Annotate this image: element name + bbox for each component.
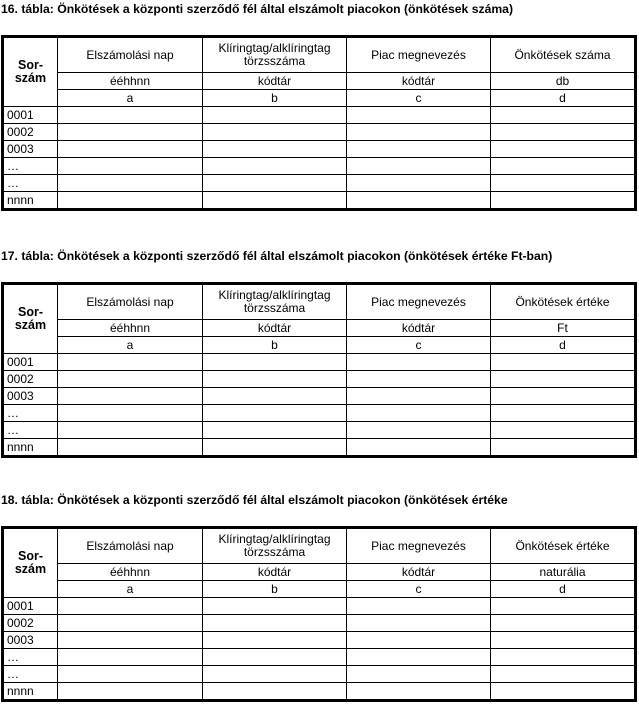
- empty-cell[interactable]: [203, 107, 347, 124]
- empty-cell[interactable]: [347, 405, 491, 422]
- empty-cell[interactable]: [491, 388, 636, 405]
- empty-cell[interactable]: [347, 388, 491, 405]
- table-row: [3, 615, 636, 632]
- empty-cell[interactable]: [347, 683, 491, 701]
- table-row: [3, 683, 636, 701]
- empty-cell[interactable]: [203, 649, 347, 666]
- data-table: [1, 282, 637, 458]
- row-number-header-text: Sor- szám: [14, 58, 47, 85]
- empty-cell[interactable]: [347, 598, 491, 615]
- empty-cell[interactable]: [491, 354, 636, 371]
- empty-cell[interactable]: [203, 192, 347, 210]
- column-header: Elszámolási nap: [58, 37, 203, 73]
- row-number: …: [3, 158, 58, 175]
- empty-cell[interactable]: [203, 683, 347, 701]
- column-letter: b: [203, 581, 347, 598]
- column-header: Önkötések értéke: [491, 528, 636, 564]
- row-number-header: [3, 37, 58, 107]
- table-row: [3, 598, 636, 615]
- empty-cell[interactable]: [58, 107, 203, 124]
- empty-cell[interactable]: [491, 598, 636, 615]
- empty-cell[interactable]: [203, 354, 347, 371]
- table-row: [3, 107, 636, 124]
- column-header: Elszámolási nap: [58, 284, 203, 320]
- empty-cell[interactable]: [58, 371, 203, 388]
- column-unit: kódtár: [203, 564, 347, 581]
- row-number: 0001: [3, 598, 58, 615]
- row-number-header-text: Sor- szám: [14, 305, 47, 332]
- table-title: 16. tábla: Önkötések a központi szerződő fél által elszámolt piacokon (önkötések száma): [1, 2, 514, 16]
- table-row: [3, 649, 636, 666]
- row-number: …: [3, 666, 58, 683]
- column-unit: ééhhnn: [58, 564, 203, 581]
- row-number-header: [3, 284, 58, 354]
- table-row: [3, 175, 636, 192]
- column-unit: kódtár: [203, 73, 347, 90]
- empty-cell[interactable]: [58, 439, 203, 457]
- row-number: 0002: [3, 371, 58, 388]
- column-unit: naturália: [491, 564, 636, 581]
- empty-cell[interactable]: [491, 439, 636, 457]
- empty-cell[interactable]: [203, 598, 347, 615]
- column-unit: db: [491, 73, 636, 90]
- row-number: …: [3, 422, 58, 439]
- empty-cell[interactable]: [491, 107, 636, 124]
- empty-cell[interactable]: [203, 141, 347, 158]
- empty-cell[interactable]: [58, 141, 203, 158]
- empty-cell[interactable]: [58, 192, 203, 210]
- column-unit: ééhhnn: [58, 320, 203, 337]
- row-number: 0003: [3, 141, 58, 158]
- empty-cell[interactable]: [491, 422, 636, 439]
- empty-cell[interactable]: [491, 124, 636, 141]
- row-number: nnnn: [3, 439, 58, 457]
- column-letter: a: [58, 337, 203, 354]
- column-letter: a: [58, 581, 203, 598]
- empty-cell[interactable]: [347, 158, 491, 175]
- empty-cell[interactable]: [347, 422, 491, 439]
- empty-cell[interactable]: [203, 405, 347, 422]
- row-number-header: [3, 528, 58, 598]
- empty-cell[interactable]: [347, 666, 491, 683]
- empty-cell[interactable]: [347, 141, 491, 158]
- table-row: [3, 124, 636, 141]
- empty-cell[interactable]: [203, 439, 347, 457]
- empty-cell[interactable]: [347, 175, 491, 192]
- empty-cell[interactable]: [491, 175, 636, 192]
- empty-cell[interactable]: [203, 615, 347, 632]
- table-row: [3, 666, 636, 683]
- empty-cell[interactable]: [203, 666, 347, 683]
- empty-cell[interactable]: [58, 666, 203, 683]
- column-letter: c: [347, 581, 491, 598]
- empty-cell[interactable]: [347, 354, 491, 371]
- column-letter: d: [491, 581, 636, 598]
- empty-cell[interactable]: [347, 615, 491, 632]
- column-unit: kódtár: [203, 320, 347, 337]
- empty-cell[interactable]: [58, 649, 203, 666]
- row-number: 0001: [3, 107, 58, 124]
- empty-cell[interactable]: [203, 371, 347, 388]
- empty-cell[interactable]: [58, 124, 203, 141]
- empty-cell[interactable]: [58, 615, 203, 632]
- empty-cell[interactable]: [58, 175, 203, 192]
- empty-cell[interactable]: [491, 632, 636, 649]
- column-letter: c: [347, 337, 491, 354]
- empty-cell[interactable]: [58, 632, 203, 649]
- empty-cell[interactable]: [347, 124, 491, 141]
- empty-cell[interactable]: [491, 405, 636, 422]
- empty-cell[interactable]: [347, 439, 491, 457]
- empty-cell[interactable]: [58, 158, 203, 175]
- table-row: [3, 354, 636, 371]
- column-unit: kódtár: [347, 564, 491, 581]
- empty-cell[interactable]: [491, 192, 636, 210]
- column-header: Piac megnevezés: [347, 37, 491, 73]
- column-letter: d: [491, 337, 636, 354]
- empty-cell[interactable]: [58, 354, 203, 371]
- column-header: Önkötések értéke: [491, 284, 636, 320]
- row-number: 0003: [3, 632, 58, 649]
- table-row: [3, 141, 636, 158]
- row-number: 0002: [3, 615, 58, 632]
- column-unit: ééhhnn: [58, 73, 203, 90]
- empty-cell[interactable]: [58, 405, 203, 422]
- empty-cell[interactable]: [491, 615, 636, 632]
- empty-cell[interactable]: [58, 388, 203, 405]
- empty-cell[interactable]: [491, 141, 636, 158]
- row-number: …: [3, 405, 58, 422]
- empty-cell[interactable]: [347, 107, 491, 124]
- table-row: [3, 439, 636, 457]
- column-header: Elszámolási nap: [58, 528, 203, 564]
- column-unit: kódtár: [347, 320, 491, 337]
- empty-cell[interactable]: [491, 666, 636, 683]
- empty-cell[interactable]: [203, 632, 347, 649]
- row-number: …: [3, 649, 58, 666]
- empty-cell[interactable]: [58, 683, 203, 701]
- column-header: Önkötések száma: [491, 37, 636, 73]
- table-row: [3, 371, 636, 388]
- empty-cell[interactable]: [491, 371, 636, 388]
- column-header: Piac megnevezés: [347, 284, 491, 320]
- column-header: Klíringtag/alklíringtag törzsszáma: [203, 284, 347, 320]
- empty-cell[interactable]: [203, 158, 347, 175]
- column-letter: b: [203, 337, 347, 354]
- table-row: [3, 388, 636, 405]
- row-number: nnnn: [3, 192, 58, 210]
- row-number: nnnn: [3, 683, 58, 701]
- empty-cell[interactable]: [347, 649, 491, 666]
- table-row: [3, 192, 636, 210]
- table-row: [3, 158, 636, 175]
- table-title: 17. tábla: Önkötések a központi szerződő fél által elszámolt piacokon (önkötések értéke Ft-ban): [1, 249, 553, 263]
- empty-cell[interactable]: [203, 422, 347, 439]
- table-row: [3, 422, 636, 439]
- empty-cell[interactable]: [203, 388, 347, 405]
- column-header: Klíringtag/alklíringtag törzsszáma: [203, 528, 347, 564]
- row-number: …: [3, 175, 58, 192]
- row-number-header-text: Sor- szám: [14, 549, 47, 576]
- column-unit: Ft: [491, 320, 636, 337]
- table-row: [3, 632, 636, 649]
- empty-cell[interactable]: [58, 598, 203, 615]
- column-letter: c: [347, 90, 491, 107]
- column-header: Piac megnevezés: [347, 528, 491, 564]
- empty-cell[interactable]: [203, 175, 347, 192]
- column-header: Klíringtag/alklíringtag törzsszáma: [203, 37, 347, 73]
- empty-cell[interactable]: [58, 422, 203, 439]
- column-letter: d: [491, 90, 636, 107]
- row-number: 0003: [3, 388, 58, 405]
- data-table: [1, 526, 637, 702]
- table-title: 18. tábla: Önkötések a központi szerződő fél által elszámolt piacokon (önkötések értéke: [1, 493, 508, 507]
- empty-cell[interactable]: [347, 632, 491, 649]
- table-row: [3, 405, 636, 422]
- empty-cell[interactable]: [491, 683, 636, 701]
- column-letter: a: [58, 90, 203, 107]
- row-number: 0001: [3, 354, 58, 371]
- column-letter: b: [203, 90, 347, 107]
- data-table: [1, 35, 637, 211]
- empty-cell[interactable]: [347, 371, 491, 388]
- empty-cell[interactable]: [347, 192, 491, 210]
- empty-cell[interactable]: [203, 124, 347, 141]
- empty-cell[interactable]: [491, 649, 636, 666]
- empty-cell[interactable]: [491, 158, 636, 175]
- column-unit: kódtár: [347, 73, 491, 90]
- row-number: 0002: [3, 124, 58, 141]
